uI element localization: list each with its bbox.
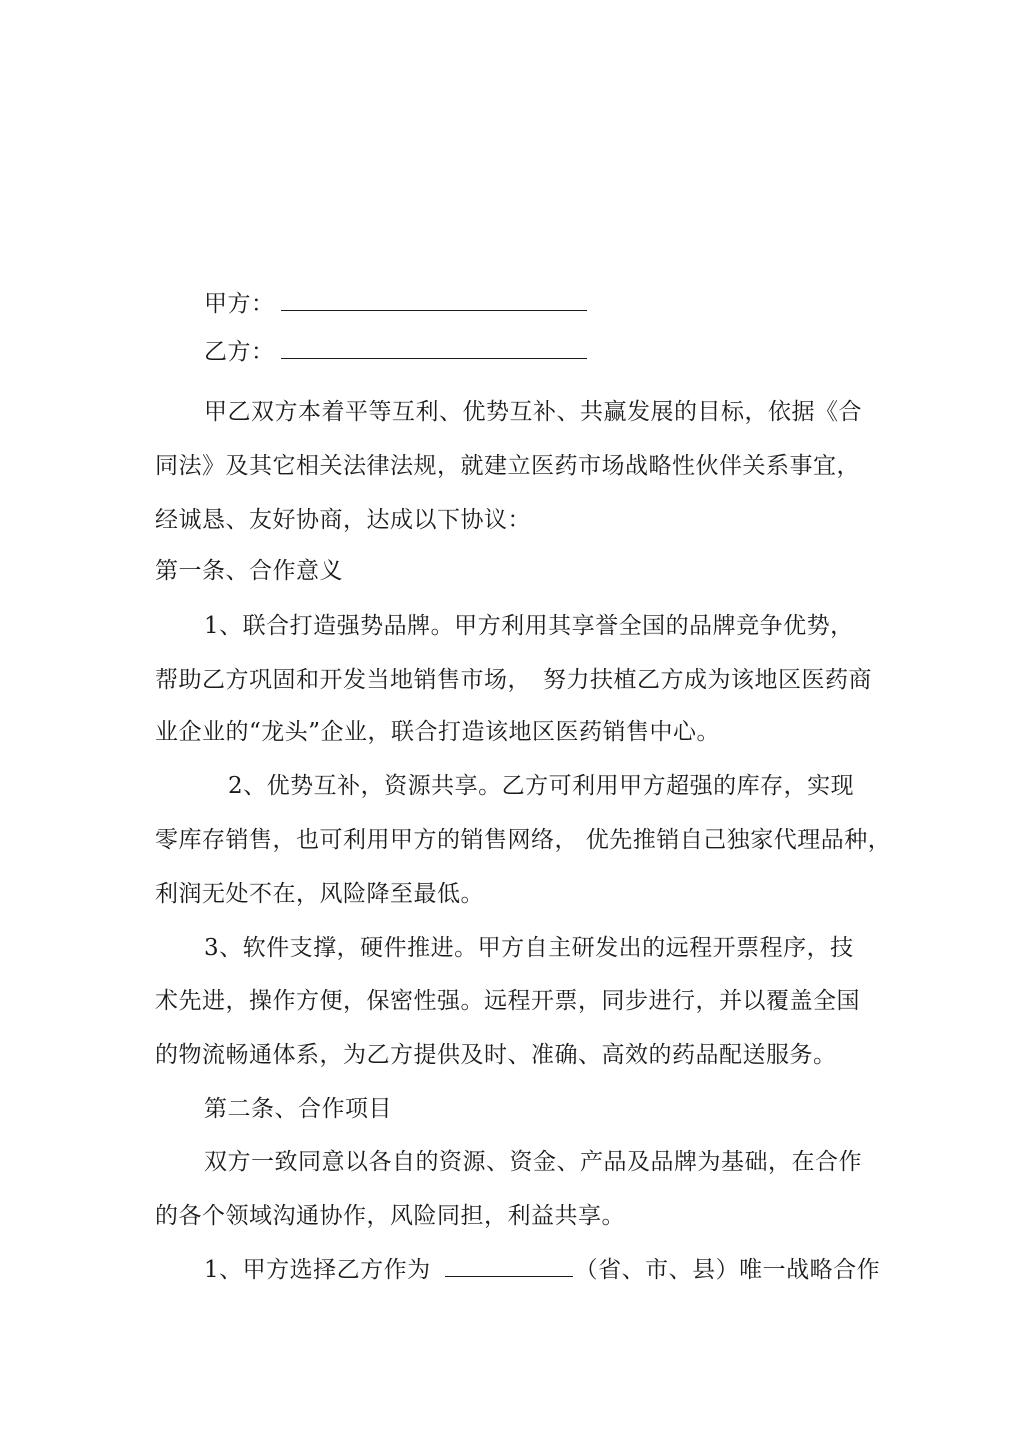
article1-item3-line-1: 3、软件支撑，硬件推进。甲方自主研发出的远程开票程序，技 — [204, 935, 854, 961]
intro-line-1: 甲乙双方本着平等互利、优势互补、共赢发展的目标，依据《合 — [204, 399, 862, 425]
region-blank — [445, 1258, 573, 1277]
article1-item1-line-1: 1、联合打造强势品牌。甲方利用其享誉全国的品牌竞争优势， — [204, 613, 854, 639]
party-a-line — [204, 290, 587, 318]
article1-item2-line-3: 利润无处不在，风险降至最低。 — [155, 881, 484, 907]
party-b-line — [204, 338, 587, 366]
party-a-blank — [281, 292, 587, 311]
party-b-blank — [281, 340, 587, 359]
article2-intro-line-1: 双方一致同意以各自的资源、资金、产品及品牌为基础，在合作 — [204, 1149, 862, 1175]
article2-title: 第二条、合作项目 — [204, 1096, 392, 1122]
article2-item1-line — [204, 1256, 880, 1284]
article1-item1-line-3: 业企业的“龙头”企业，联合打造该地区医药销售中心。 — [155, 719, 721, 745]
intro-line-2: 同法》及其它相关法律法规，就建立医药市场战略性伙伴关系事宜， — [155, 453, 860, 479]
article2-item1-suffix: （省、市、县）唯一战略合作 — [574, 1257, 881, 1283]
article1-item3-line-2: 术先进，操作方便，保密性强。远程开票，同步进行，并以覆盖全国 — [155, 988, 860, 1014]
article1-item3-line-3: 的物流畅通体系，为乙方提供及时、准确、高效的药品配送服务。 — [155, 1042, 837, 1068]
article1-title: 第一条、合作意义 — [155, 558, 343, 584]
article1-item2-line-1: 2、优势互补，资源共享。乙方可利用甲方超强的库存，实现 — [228, 773, 855, 799]
intro-line-3: 经诚恳、友好协商，达成以下协议： — [155, 507, 531, 533]
article2-item1-prefix: 1、甲方选择乙方作为 — [204, 1257, 431, 1283]
article1-item1-line-2: 帮助乙方巩固和开发当地销售市场， 努力扶植乙方成为该地区医药商 — [155, 667, 872, 693]
article1-item2-line-2: 零库存销售，也可利用甲方的销售网络， 优先推销自己独家代理品种， — [155, 827, 892, 853]
party-a-label: 甲方： — [204, 291, 275, 317]
party-b-label: 乙方： — [204, 339, 275, 365]
article2-intro-line-2: 的各个领域沟通协作，风险同担，利益共享。 — [155, 1203, 625, 1229]
